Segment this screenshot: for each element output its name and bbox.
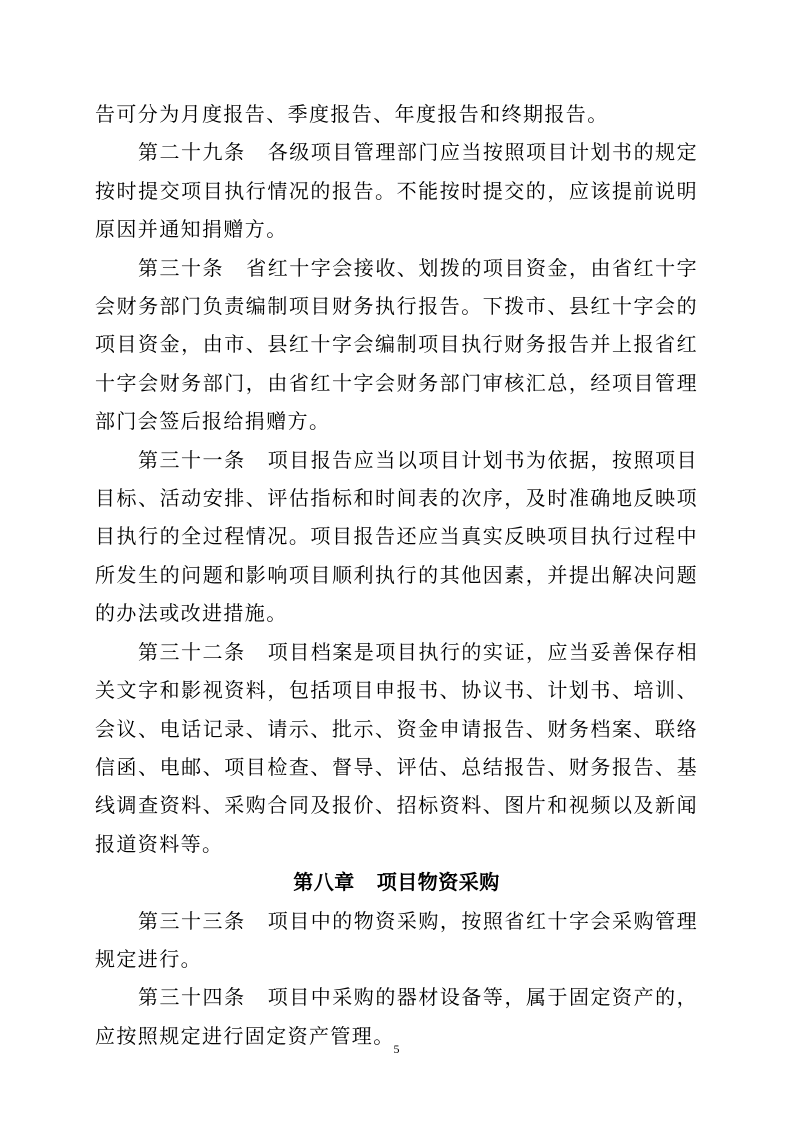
article-label: 第三十一条 <box>138 447 246 472</box>
article-label: 第二十九条 <box>138 140 246 165</box>
chapter-title: 项目物资采购 <box>376 870 500 895</box>
article-text: 省红十字会接收、划拨的项目资金，由省红十字会财务部门负责编制项目财务执行报告。下拨市、县红十字会的项目资金，由市、县红十字会编制项目执行财务报告并上报省红十字会财务部门，由省红十字会财务部门审核汇总，经项目管理部门会签后报给捐赠方。 <box>95 255 698 434</box>
article-text: 各级项目管理部门应当按照项目计划书的规定按时提交项目执行情况的报告。不能按时提交的，应该提前说明原因并通知捐赠方。 <box>95 140 699 242</box>
article-label: 第三十二条 <box>138 639 246 664</box>
article-text: 项目档案是项目执行的实证，应当妥善保存相关文字和影视资料，包括项目申报书、协议书、计划书、培训、会议、电话记录、请示、批示、资金申请报告、财务档案、联络信函、电邮、项目检查、督导、评估、总结报告、财务报告、基线调查资料、采购合同及报价、招标资料、图片和视频以及新闻报道资料等。 <box>95 639 699 856</box>
page-number: 5 <box>393 1042 400 1056</box>
article-31 <box>95 441 698 633</box>
article-32 <box>95 633 698 863</box>
document-body <box>95 95 698 1055</box>
chapter-heading <box>95 863 698 901</box>
article-text: 项目中采购的器材设备等，属于固定资产的，应按照规定进行固定资产管理。 <box>95 985 699 1048</box>
chapter-number: 第八章 <box>293 870 355 895</box>
continuation-paragraph <box>95 95 698 133</box>
article-30 <box>95 249 698 441</box>
article-label: 第三十三条 <box>138 908 246 933</box>
article-29 <box>95 133 698 248</box>
article-33 <box>95 902 698 979</box>
article-label: 第三十条 <box>138 255 225 280</box>
article-text: 项目报告应当以项目计划书为依据，按照项目目标、活动安排、评估指标和时间表的次序，及时准确地反映项目执行的全过程情况。项目报告还应当真实反映项目执行过程中所发生的问题和影响项目顺利执行的其他因素，并提出解决问题的办法或改进措施。 <box>95 447 699 626</box>
article-text: 项目中的物资采购，按照省红十字会采购管理规定进行。 <box>95 908 699 971</box>
article-label: 第三十四条 <box>138 985 246 1010</box>
continuation-text: 告可分为月度报告、季度报告、年度报告和终期报告。 <box>95 102 609 126</box>
